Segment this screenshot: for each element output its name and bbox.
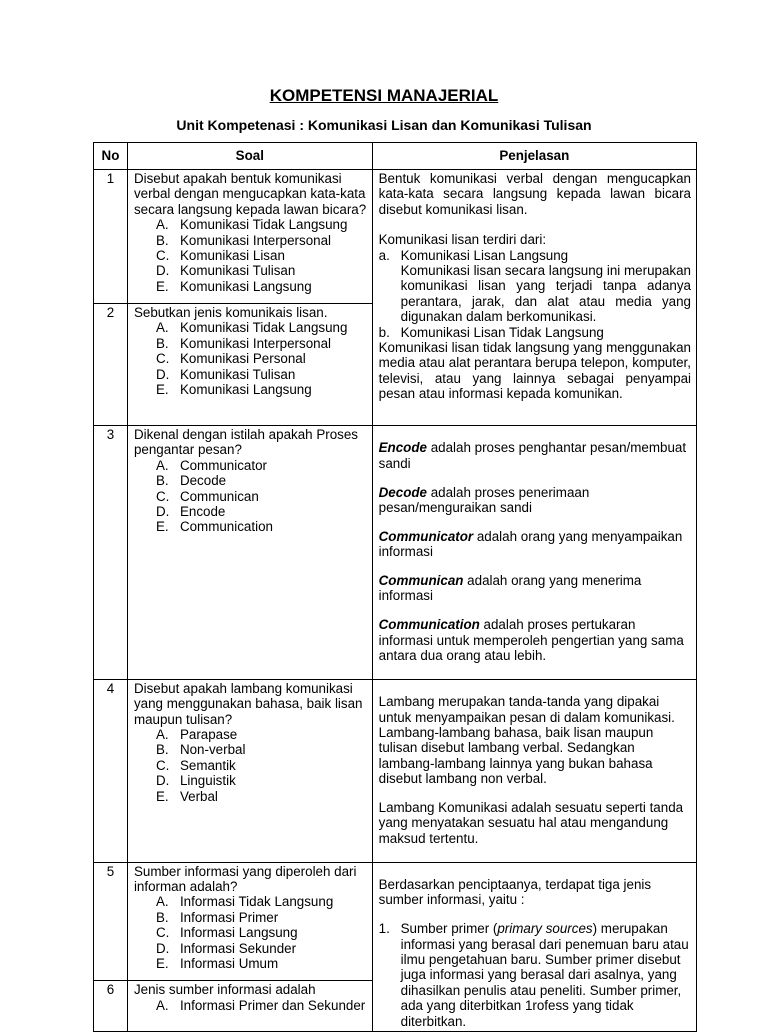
option-item: C. Komunikasi Lisan (155, 248, 285, 264)
question-text: Jenis sumber informasi adalah (133, 982, 316, 998)
explanation-text: Bentuk komunikasi verbal dengan mengucapkan kata-kata secara langsung kepada lawan bicara disebut komunikasi lisan. (378, 171, 691, 217)
explanation-text: Komunikasi lisan terdiri dari: (378, 232, 547, 248)
explanation-term-row: Communication adalah proses pertukaran informasi untuk memperoleh pengertian yang sama antara dua orang atau lebih. (378, 617, 684, 664)
option-item: E. Communication (155, 519, 273, 535)
row-number: 4 (94, 679, 128, 862)
option-item: E. Komunikasi Langsung (155, 382, 312, 398)
table-row (94, 679, 697, 862)
question-cell (127, 426, 372, 680)
header-no: No (94, 143, 128, 170)
explanation-cell (372, 426, 696, 680)
options-list (134, 998, 367, 1013)
explanation-cell (372, 862, 696, 1031)
option-item: B. Komunikasi Interpersonal (155, 232, 332, 248)
option-item: A. Informasi Tidak Langsung (155, 894, 334, 910)
row-number: 1 (94, 170, 128, 304)
option-item: A. Informasi Primer dan Sekunder (155, 997, 366, 1013)
qa-table (93, 142, 697, 1032)
option-item: B. Komunikasi Interpersonal (155, 335, 332, 351)
explanation-text: Lambang Komunikasi adalah sesuatu seperti tanda yang menyatakan sesuatu hal atau mengandung maksud tertentu. (378, 800, 684, 846)
option-item: A. Komunikasi Tidak Langsung (155, 320, 348, 336)
question-text: Dikenal dengan istilah apakah Proses pengantar pesan? (133, 427, 359, 458)
option-item: E. Verbal (155, 788, 218, 804)
explanation-term-row: Encode adalah proses penghantar pesan/membuat sandi (378, 440, 687, 471)
table-row (94, 170, 697, 304)
option-item: B. Non-verbal (155, 742, 246, 758)
row-number: 6 (94, 981, 128, 1032)
question-text: Disebut apakah bentuk komunikasi verbal dengan mengucapkan kata-kata secara langsung kepada lawan bicara? (133, 171, 367, 217)
row-number: 3 (94, 426, 128, 680)
table-row (94, 426, 697, 680)
option-item: B. Informasi Primer (155, 909, 279, 925)
header-soal: Soal (127, 143, 372, 170)
option-item: A. Parapase (155, 727, 238, 743)
explanation-subitem: b. Komunikasi Lisan Tidak Langsung (378, 324, 604, 340)
option-item: B. Decode (155, 473, 227, 489)
explanation-cell (372, 170, 696, 426)
option-item: A. Communicator (155, 457, 268, 473)
question-cell (127, 679, 372, 862)
explanation-text: Lambang merupakan tanda-tanda yang dipakai untuk menyampaikan pesan di dalam komunikasi. Lambang-lambang bahasa, baik lisan maupun tulisan disebut lambang verbal. Sedangkan lambang-lambang lainnya yang bukan bahasa disebut lambang non verbal. (378, 694, 675, 787)
explanation-subitem: 1. Sumber primer (primary sources) merupakan informasi yang berasal dari penemuan baru atau ilmu pengetahuan baru. Sumber primer disebut juga informasi yang berasal dari asalnya, yang dihasilkan penulis atau peneliti. Sumber primer, ada yang diterbitkan 1rofess yang tidak diterbitkan. (378, 921, 689, 1029)
explanation-term-row: Communican adalah orang yang menerima informasi (378, 573, 642, 604)
explanation-cell (372, 679, 696, 862)
explanation-term-row: Decode adalah proses penerimaan pesan/menguraikan sandi (378, 484, 590, 515)
question-cell (127, 862, 372, 981)
option-item: E. Informasi Umum (155, 956, 279, 972)
option-item: D. Komunikasi Tulisan (155, 263, 296, 279)
option-item: D. Informasi Sekunder (155, 940, 297, 956)
row-number: 5 (94, 862, 128, 981)
option-item: E. Komunikasi Langsung (155, 278, 312, 294)
option-item: D. Linguistik (155, 773, 236, 789)
option-item: A. Komunikasi Tidak Langsung (155, 217, 348, 233)
option-item: C. Informasi Langsung (155, 925, 298, 941)
option-item: D. Encode (155, 504, 226, 520)
document-subtitle: Unit Kompetenasi : Komunikasi Lisan dan Komunikasi Tulisan (176, 117, 592, 133)
question-cell (127, 304, 372, 426)
options-list (134, 320, 367, 397)
question-text: Sumber informasi yang diperoleh dari informan adalah? (133, 863, 357, 895)
options-list (134, 727, 367, 804)
option-item: C. Communican (155, 488, 259, 504)
question-text: Disebut apakah lambang komunikasi yang menggunakan bahasa, baik lisan maupun tulisan? (133, 680, 363, 727)
options-list (134, 894, 367, 971)
options-list (134, 217, 367, 294)
document-title: KOMPETENSI MANAJERIAL (269, 86, 499, 105)
explanation-term-row: Communicator adalah orang yang menyampaikan informasi (378, 528, 683, 560)
question-cell (127, 170, 372, 304)
table-row (94, 862, 697, 981)
table-header-row (94, 143, 697, 170)
option-item: C. Komunikasi Personal (155, 351, 306, 367)
options-list (134, 458, 367, 535)
option-item: D. Komunikasi Tulisan (155, 366, 296, 382)
option-item: C. Semantik (155, 757, 236, 773)
header-penjelasan: Penjelasan (372, 143, 696, 170)
explanation-text: Berdasarkan penciptaanya, terdapat tiga jenis sumber informasi, yaitu : (378, 877, 652, 908)
explanation-subitem: a. Komunikasi Lisan Langsung (378, 247, 569, 263)
explanation-text: Komunikasi lisan tidak langsung yang menggunakan media atau alat perantara berupa telepon, komputer, televisi, atau yang lainnya sebagai penyampai pesan atau informasi kepada komunikan. (378, 340, 691, 402)
explanation-text: Komunikasi lisan secara langsung ini merupakan komunikasi lisan yang terjadi tanpa adanya perantara, jarak, dan alat atau media yang digunakan dalam berkomunikasi. (400, 263, 691, 325)
row-number: 2 (94, 304, 128, 426)
question-text: Sebutkan jenis komunikais lisan. (133, 305, 328, 320)
